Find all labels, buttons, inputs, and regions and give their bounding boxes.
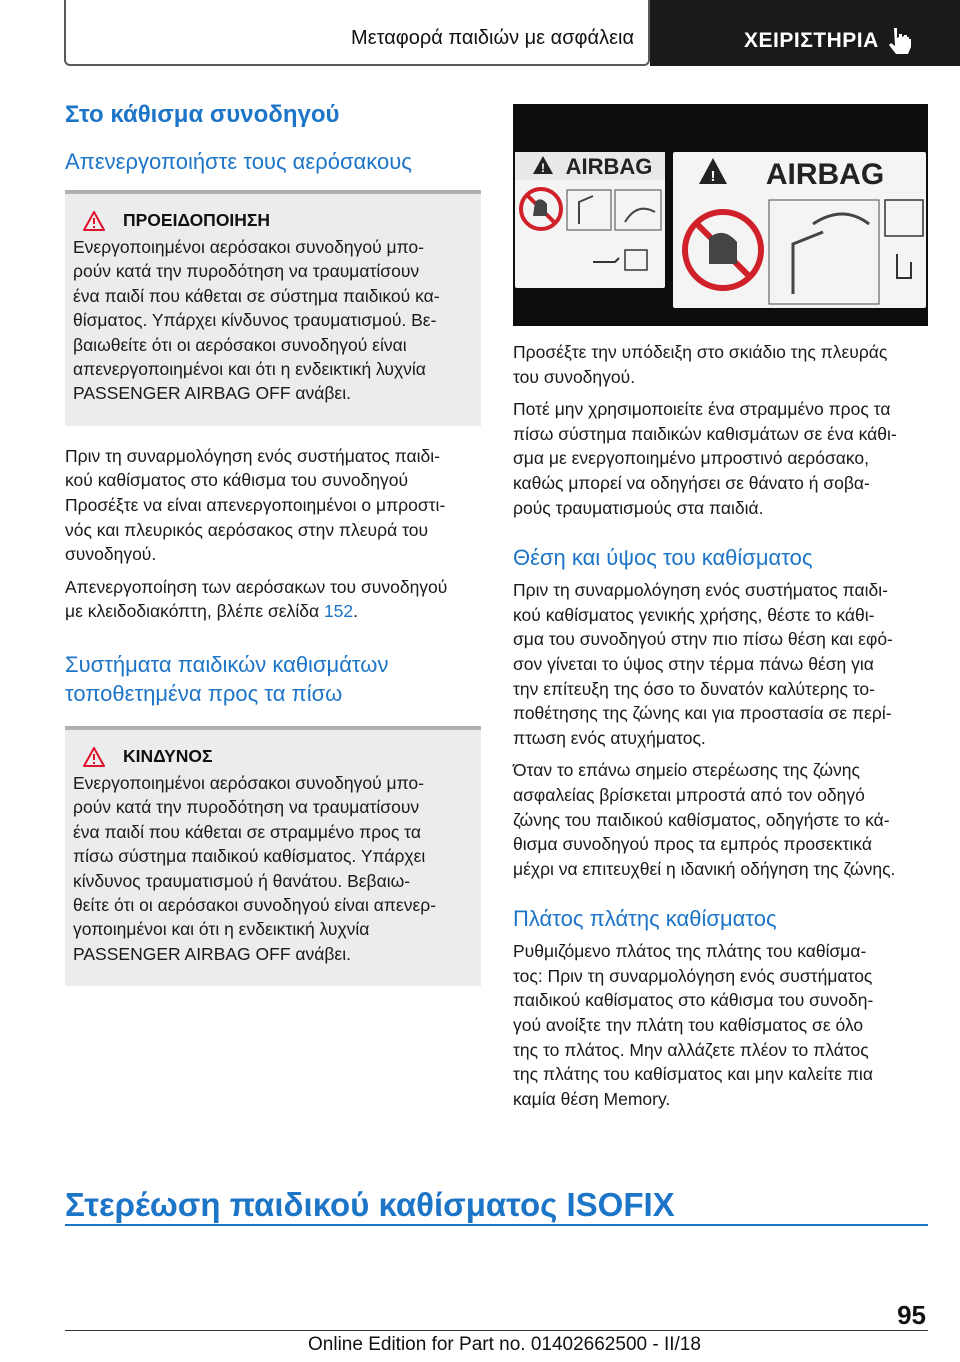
right-column bbox=[513, 104, 928, 1111]
text-line: θισμα συνοδηγού προς τα εμπρός προσεκτικά bbox=[513, 834, 872, 855]
text-line: πτωση ενός ατυχήματος. bbox=[513, 727, 706, 748]
text-line: σμα του συνοδηγού στην πιο πίσω θέση και εφό- bbox=[513, 629, 893, 650]
footer-edition: Online Edition for Part no. 01402662500 - II/18 bbox=[308, 1334, 701, 1355]
warning-label: ΠΡΟΕΙΔΟΠΟΙΗΣΗ bbox=[123, 210, 271, 230]
text-line: του συνοδηγού. bbox=[513, 366, 636, 387]
text-line: Απενεργοποίηση των αερόσακων του συνοδηγού bbox=[65, 576, 448, 597]
text-fragment: με κλειδοδιακόπτη, βλέπε σελίδα bbox=[65, 601, 324, 622]
text-line: γοποιημένοι και ότι η ενδεικτική λυχνία bbox=[73, 919, 370, 940]
text-line: ρούς τραυματισμούς στα παιδιά. bbox=[513, 497, 764, 518]
title-underline bbox=[65, 1224, 928, 1226]
text-fragment: . bbox=[353, 601, 359, 622]
warning-text bbox=[73, 235, 473, 406]
warning-heading bbox=[73, 210, 473, 231]
chapter-title: Στερέωση παιδικού καθίσματος ISOFIX bbox=[65, 1186, 675, 1223]
text-line: κού καθίσματος στο κάθισμα του συνοδηγού bbox=[65, 470, 409, 491]
header-section-tab bbox=[64, 0, 650, 66]
text-line: βαιωθείτε ότι οι αερόσακοι συνοδηγού είναι bbox=[73, 334, 407, 355]
header-chapter-title: ΧΕΙΡΙΣΤΗΡΙΑ bbox=[744, 29, 879, 52]
svg-text:!: ! bbox=[710, 168, 716, 185]
text-line: νός και πλευρικός αερόσακος στην πλευρά του bbox=[65, 519, 429, 540]
text-line: καθώς μπορεί να οδηγήσει σε θάνατο ή σοβα- bbox=[513, 472, 870, 493]
page-link[interactable]: 152 bbox=[323, 601, 354, 622]
text-line: Πριν τη συναρμολόγηση ενός συστήματος παιδι- bbox=[65, 445, 440, 466]
heading-line: Συστήματα παιδικών καθισμάτων bbox=[65, 652, 389, 677]
text-line: ασφαλείας βρίσκεται μπροστά από τον οδηγό bbox=[513, 784, 865, 805]
text-line: σον γίνεται το ύψος στην τέρμα πάνω θέση για bbox=[513, 653, 874, 674]
text-line: πίσω σύστημα παιδικού καθίσματος. Υπάρχει bbox=[73, 846, 426, 867]
section-subtitle: Απενεργοποιήστε τους αερόσακους bbox=[65, 149, 412, 174]
header-chapter-tab bbox=[650, 0, 960, 66]
text-line: Ενεργοποιημένοι αερόσακοι συνοδηγού μπο- bbox=[73, 237, 424, 257]
text-line: PASSENGER AIRBAG OFF ανάβει. bbox=[73, 943, 351, 964]
warning-triangle-icon bbox=[83, 211, 105, 231]
paragraph bbox=[513, 939, 928, 1111]
text-line: ρούν κατά την πυροδότηση να τραυματίσουν bbox=[73, 797, 420, 818]
hand-pointer-icon bbox=[888, 26, 914, 54]
paragraph bbox=[513, 397, 928, 520]
text-line bbox=[65, 599, 481, 624]
text-line: γού ανοίξτε την πλάτη του καθίσματος σε όλο bbox=[513, 1015, 864, 1036]
airbag-warning-labels-illustration bbox=[513, 104, 928, 326]
warning-triangle-icon bbox=[83, 747, 105, 767]
danger-label: ΚΙΝΔΥΝΟΣ bbox=[123, 746, 213, 766]
danger-heading bbox=[73, 746, 473, 767]
text-line: της το πλάτος. Μην αλλάζετε πλέον το πλάτος bbox=[513, 1039, 869, 1060]
text-line: την επίτευξη της όσο το δυνατόν καλύτερης το- bbox=[513, 678, 875, 699]
text-line: της πλάτης του καθίσματος και μην καλείτε πια bbox=[513, 1064, 873, 1085]
text-line: Πριν τη συναρμολόγηση ενός συστήματος παιδι- bbox=[513, 580, 888, 601]
text-line: παιδικού καθίσματος στο κάθισμα του συνοδη- bbox=[513, 990, 874, 1011]
paragraph bbox=[65, 444, 481, 567]
header-section-title: Μεταφορά παιδιών με ασφάλεια bbox=[351, 27, 634, 49]
text-line: κού καθίσματος γενικής χρήσης, θέστε το κάθι- bbox=[513, 604, 875, 625]
text-line: καμία θέση Memory. bbox=[513, 1088, 671, 1109]
text-line: κίνδυνος τραυματισμού ή θανάτου. Βεβαιω- bbox=[73, 870, 411, 891]
text-line: Προσέξτε την υπόδειξη στο σκιάδιο της πλευράς bbox=[513, 342, 888, 362]
text-line: θείτε ότι οι αερόσακοι συνοδηγού είναι απενερ- bbox=[73, 895, 437, 916]
text-line: απενεργοποιημένοι και ότι η ενδεικτική λυχνία bbox=[73, 359, 426, 380]
text-line: ζώνης του παιδικού καθίσματος, οδηγήστε το κά- bbox=[513, 809, 890, 830]
text-line: ένα παιδί που κάθεται σε σύστημα παιδικού κα- bbox=[73, 285, 440, 306]
text-line: ρούν κατά την πυροδότηση να τραυματίσουν bbox=[73, 261, 420, 282]
text-line: Ενεργοποιημένοι αερόσακοι συνοδηγού μπο- bbox=[73, 773, 424, 793]
svg-text:!: ! bbox=[541, 161, 545, 175]
danger-box bbox=[65, 730, 481, 986]
heading-line: τοποθετημένα προς τα πίσω bbox=[65, 681, 343, 706]
text-line: σμα με ενεργοποιημένο μπροστινό αερόσακο, bbox=[513, 448, 870, 469]
airbag-label-small: AIRBAG bbox=[565, 154, 653, 179]
section-heading: Θέση και ύψος του καθίσματος bbox=[513, 545, 813, 571]
paragraph bbox=[513, 578, 928, 750]
paragraph bbox=[65, 575, 481, 624]
section-heading: Πλάτος πλάτης καθίσματος bbox=[513, 906, 777, 932]
text-line: μέχρι να επιτευχθεί η ιδανική οδήγηση της ζώνης. bbox=[513, 858, 896, 879]
paragraph bbox=[513, 340, 928, 389]
airbag-label-photo bbox=[513, 104, 928, 326]
text-line: Όταν το επάνω σημείο στερέωσης της ζώνης bbox=[513, 760, 860, 781]
danger-text bbox=[73, 771, 473, 966]
page-number: 95 bbox=[897, 1300, 926, 1330]
text-line: Προσέξτε να είναι απενεργοποιημένοι ο μπροστι- bbox=[65, 495, 446, 516]
text-line: πίσω σύστημα παιδικών καθισμάτων σε ένα κάθι- bbox=[513, 423, 897, 444]
text-line: ένα παιδί που κάθεται σε στραμμένο προς τα bbox=[73, 821, 421, 842]
text-line: τος: Πριν τη συναρμολόγηση ενός συστήματος bbox=[513, 965, 873, 986]
section-title: Στο κάθισμα συνοδηγού bbox=[65, 101, 340, 128]
paragraph bbox=[513, 758, 928, 881]
text-line: Ρυθμιζόμενο πλάτος της πλάτης του καθίσμα- bbox=[513, 941, 867, 962]
text-line: ποθέτησης της ζώνης και για προστασία σε περί- bbox=[513, 703, 892, 724]
left-column bbox=[65, 100, 481, 986]
text-line: PASSENGER AIRBAG OFF ανάβει. bbox=[73, 383, 351, 404]
warning-box bbox=[65, 194, 481, 426]
airbag-label-large: AIRBAG bbox=[765, 158, 885, 191]
section-heading bbox=[65, 650, 481, 708]
footer-divider bbox=[65, 1330, 928, 1331]
text-line: συνοδηγού. bbox=[65, 544, 157, 565]
text-line: θίσματος. Υπάρχει κίνδυνος τραυματισμού. Βε- bbox=[73, 310, 437, 331]
text-line: Ποτέ μην χρησιμοποιείτε ένα στραμμένο προς τα bbox=[513, 399, 891, 420]
